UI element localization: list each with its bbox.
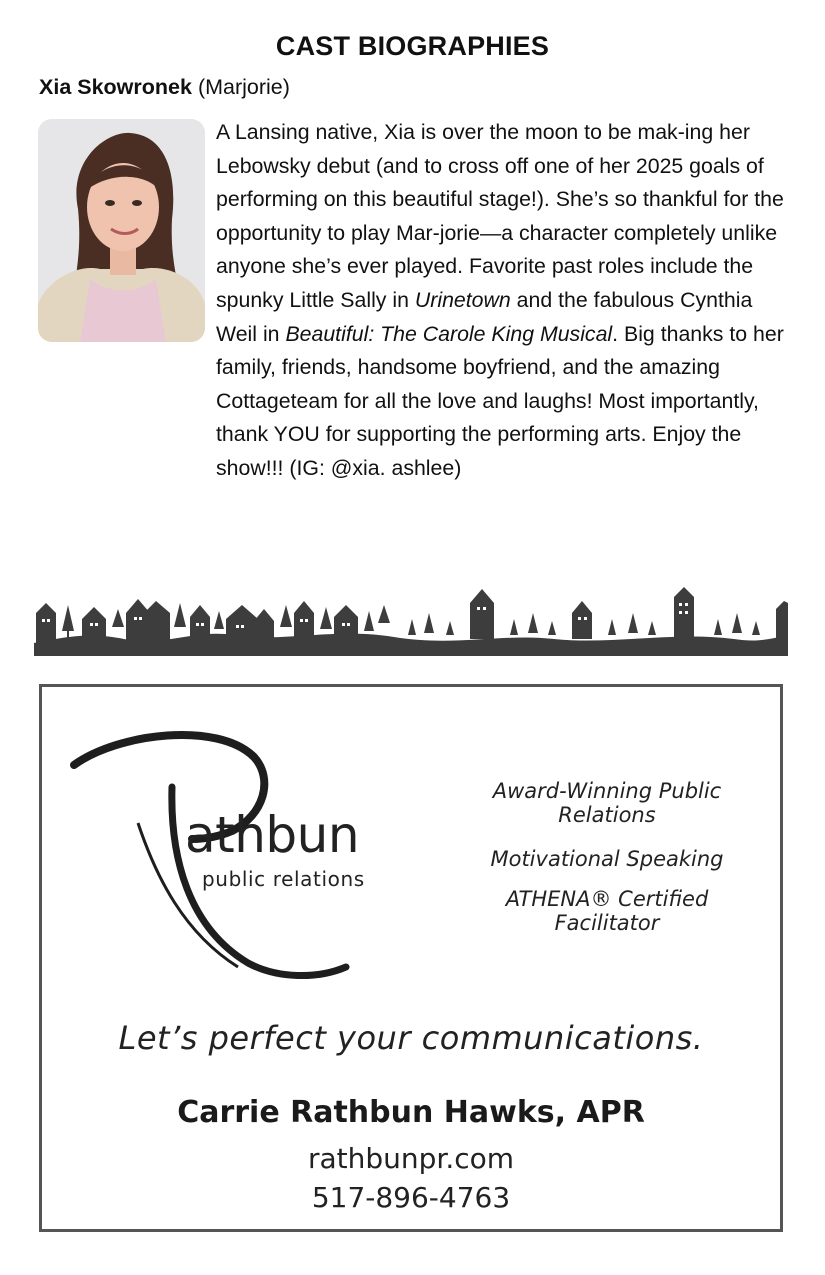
cast-member-heading (39, 75, 290, 100)
service-item: Award-Winning Public Relations (492, 779, 722, 827)
bio-text-3: . Big thanks to her family, friends, handsome boyfriend, and the amazing Cottageteam for all the love and laughs! Most importantly, thank YOU for supporting the performing arts. Enjoy the show!!! (IG: @xia. ashlee) (216, 321, 784, 480)
bio-text-1: A Lansing native, Xia is over the moon to be mak-ing her Lebowsky debut (and to cross off one of her 2025 goals of performing on this beautiful stage!). She’s so thankful for the opportunity to play Mar-jorie—a character completely unlike anyone she’s ever played. Favorite past roles include the spunky Little Sally in (216, 120, 784, 312)
contact-website: rathbunpr.com (307, 1142, 515, 1175)
logo-subtitle: public relations (202, 867, 365, 891)
bio-show-title-2: Beautiful: The Carole King Musical (285, 321, 613, 346)
rathbun-advertisement (39, 684, 783, 1232)
contact-name: Carrie Rathbun Hawks, APR (177, 1095, 645, 1130)
contact-phone: 517-896-4763 (311, 1181, 511, 1214)
page-title: CAST BIOGRAPHIES (275, 31, 550, 61)
logo-wordmark: athbun (185, 806, 360, 864)
bio-show-title-1: Urinetown (414, 287, 511, 312)
headshot-illustration (38, 119, 205, 342)
cast-member-role: (Marjorie) (197, 75, 290, 99)
ad-tagline: Let’s perfect your communications. (118, 1019, 704, 1057)
cast-member-name: Xia Skowronek (39, 75, 192, 99)
village-skyline-divider (34, 583, 788, 656)
headshot-photo (38, 119, 205, 342)
bio-text-2: and the fabulous Cynthia Weil in (216, 287, 753, 346)
service-item: Motivational Speaking (490, 847, 724, 871)
service-item: ATHENA® Certified Facilitator (505, 887, 709, 935)
cast-bio (216, 116, 791, 486)
